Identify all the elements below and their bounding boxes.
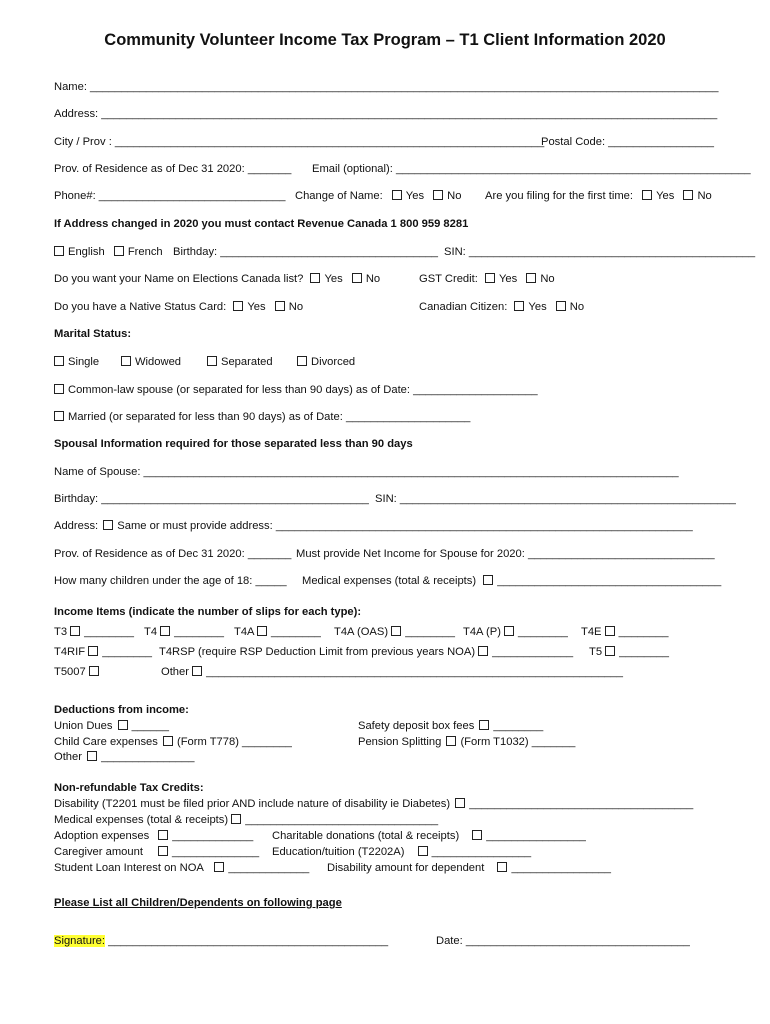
disability-dependent-line[interactable]: ________________ xyxy=(511,862,612,874)
elections-yes-checkbox[interactable] xyxy=(310,273,320,283)
married-label: Married (or separated for less than 90 days) as of Date: ____________________ xyxy=(68,411,471,423)
address-field[interactable]: Address: ___________________________________________________________________________________________________ xyxy=(54,108,718,120)
married-checkbox[interactable] xyxy=(54,411,64,421)
adoption-line[interactable]: _____________ xyxy=(172,830,254,842)
disability-item xyxy=(54,798,693,810)
first-time-row xyxy=(485,190,712,202)
gst-yes-checkbox[interactable] xyxy=(485,273,495,283)
signature-line[interactable]: _____________________________________________ xyxy=(108,935,389,947)
charitable-line[interactable]: ________________ xyxy=(486,830,586,842)
caregiver-checkbox[interactable] xyxy=(158,846,168,856)
student-loan-item xyxy=(54,862,309,874)
common-law-checkbox[interactable] xyxy=(54,384,64,394)
union-line[interactable]: ______ xyxy=(131,720,169,732)
pension-checkbox[interactable] xyxy=(446,736,456,746)
credits-heading: Non-refundable Tax Credits: xyxy=(54,782,204,794)
t4a-item xyxy=(234,626,321,638)
spouse-sin-field[interactable]: SIN: ______________________________________________________ xyxy=(375,493,736,505)
spousal-heading: Spousal Information required for those separated less than 90 days xyxy=(54,438,413,450)
elections-row xyxy=(54,273,380,285)
other-income-line[interactable]: ___________________________________________________________________ xyxy=(206,666,623,678)
widowed-label: Widowed xyxy=(135,356,182,368)
safety-label: Safety deposit box fees xyxy=(358,720,475,732)
pension-label: Pension Splitting xyxy=(358,736,442,748)
t4rsp-label: T4RSP (require RSP Deduction Limit from previous years NOA) xyxy=(159,646,476,658)
gst-no-checkbox[interactable] xyxy=(526,273,536,283)
spouse-address-label: Address: xyxy=(54,520,99,532)
t4-line[interactable]: ________ xyxy=(174,626,224,638)
medical-credit-line[interactable]: _______________________________ xyxy=(245,814,439,826)
no-label: No xyxy=(569,301,585,313)
charitable-label: Charitable donations (total & receipts) xyxy=(272,830,460,842)
native-no-checkbox[interactable] xyxy=(275,301,285,311)
native-yes-checkbox[interactable] xyxy=(233,301,243,311)
spouse-birthday-field[interactable]: Birthday: ___________________________________________ xyxy=(54,493,369,505)
native-label: Do you have a Native Status Card: xyxy=(54,301,227,313)
spouse-address-row xyxy=(54,520,693,532)
t4rif-label: T4RIF xyxy=(54,646,86,658)
gst-label: GST Credit: xyxy=(419,273,478,285)
single-option xyxy=(54,356,99,368)
charitable-checkbox[interactable] xyxy=(472,830,482,840)
separated-label: Separated xyxy=(221,356,273,368)
other-income-checkbox[interactable] xyxy=(192,666,202,676)
prov-residence-field[interactable]: Prov. of Residence as of Dec 31 2020: _______ xyxy=(54,163,292,175)
divorced-checkbox[interactable] xyxy=(297,356,307,366)
no-label: No xyxy=(365,273,381,285)
yes-label: Yes xyxy=(528,301,547,313)
medical-expenses-row xyxy=(302,575,721,587)
citizen-no-checkbox[interactable] xyxy=(556,301,566,311)
yes-label: Yes xyxy=(405,190,425,202)
form-title: Community Volunteer Income Tax Program – T1 Client Information 2020 xyxy=(104,31,666,49)
other-deduction-item xyxy=(54,751,194,763)
union-checkbox[interactable] xyxy=(118,720,128,730)
single-checkbox[interactable] xyxy=(54,356,64,366)
other-income-item xyxy=(161,666,623,678)
signature-label: Signature: xyxy=(54,935,105,947)
separated-option xyxy=(207,356,273,368)
change-of-name-label: Change of Name: xyxy=(295,190,383,202)
adoption-item xyxy=(54,830,253,842)
disability-dependent-item xyxy=(327,862,611,874)
sin-field[interactable]: SIN: ______________________________________________ xyxy=(444,246,756,258)
married-row xyxy=(54,411,470,423)
phone-field[interactable]: Phone#: ______________________________ xyxy=(54,190,286,202)
income-items-heading: Income Items (indicate the number of slips for each type): xyxy=(54,606,362,618)
t4a-line[interactable]: ________ xyxy=(271,626,321,638)
medical-credit-item xyxy=(54,814,438,826)
caregiver-label: Caregiver amount xyxy=(54,846,143,858)
spouse-net-income-field[interactable]: Must provide Net Income for Spouse for 2020: ______________________________ xyxy=(296,548,715,560)
t4rsp-checkbox[interactable] xyxy=(478,646,488,656)
citizen-row xyxy=(419,301,584,313)
english-checkbox[interactable] xyxy=(54,246,64,256)
pension-splitting-item xyxy=(358,736,575,748)
no-label: No xyxy=(697,190,712,202)
spouse-prov-field[interactable]: Prov. of Residence as of Dec 31 2020: _______ xyxy=(54,548,292,560)
t4rsp-line[interactable]: _____________ xyxy=(492,646,574,658)
address-changed-notice: If Address changed in 2020 you must contact Revenue Canada 1 800 959 8281 xyxy=(54,218,469,230)
t4a-checkbox[interactable] xyxy=(257,626,267,636)
citizen-yes-checkbox[interactable] xyxy=(514,301,524,311)
deductions-heading: Deductions from income: xyxy=(54,704,189,716)
other-deduction-checkbox[interactable] xyxy=(87,751,97,761)
elections-label: Do you want your Name on Elections Canada list? xyxy=(54,273,304,285)
spouse-name-field[interactable]: Name of Spouse: ______________________________________________________________________________________ xyxy=(54,466,679,478)
t3-label: T3 xyxy=(54,626,68,638)
t4e-item xyxy=(581,626,668,638)
t4e-label: T4E xyxy=(581,626,602,638)
disability-checkbox[interactable] xyxy=(455,798,465,808)
gst-row xyxy=(419,273,555,285)
adoption-label: Adoption expenses xyxy=(54,830,150,842)
t4rif-checkbox[interactable] xyxy=(88,646,98,656)
union-dues-item xyxy=(54,720,169,732)
t4-item xyxy=(144,626,224,638)
safety-line[interactable]: ________ xyxy=(493,720,544,732)
pension-form[interactable]: (Form T1032) _______ xyxy=(460,736,576,748)
divorced-label: Divorced xyxy=(311,356,356,368)
medical-checkbox[interactable] xyxy=(483,575,493,585)
birthday-field[interactable]: Birthday: ___________________________________ xyxy=(173,246,439,258)
other-label: Other xyxy=(54,751,82,763)
t4a-p-line[interactable]: ________ xyxy=(518,626,568,638)
t5-checkbox[interactable] xyxy=(605,646,615,656)
common-law-label: Common-law spouse (or separated for less than 90 days) as of Date: ____________________ xyxy=(68,384,538,396)
t4a-oas-item xyxy=(334,626,455,638)
caregiver-item xyxy=(54,846,259,858)
change-name-yes-checkbox[interactable] xyxy=(392,190,402,200)
disability-line[interactable]: ____________________________________ xyxy=(469,798,694,810)
medical-label: Medical expenses (total & receipts) xyxy=(302,575,477,587)
t4a-oas-label: T4A (OAS) xyxy=(334,626,389,638)
t4-label: T4 xyxy=(144,626,158,638)
safety-checkbox[interactable] xyxy=(479,720,489,730)
child-care-item xyxy=(54,736,292,748)
yes-label: Yes xyxy=(247,301,266,313)
t5007-item xyxy=(54,666,103,678)
french-checkbox[interactable] xyxy=(114,246,124,256)
education-label: Education/tuition (T2202A) xyxy=(272,846,405,858)
t3-checkbox[interactable] xyxy=(70,626,80,636)
t4a-p-label: T4A (P) xyxy=(463,626,501,638)
native-row xyxy=(54,301,303,313)
elections-no-checkbox[interactable] xyxy=(352,273,362,283)
child-care-checkbox[interactable] xyxy=(163,736,173,746)
child-care-form[interactable]: (Form T778) ________ xyxy=(176,736,292,748)
french-label: French xyxy=(127,246,163,258)
change-of-name-row xyxy=(295,190,461,202)
t4e-line[interactable]: ________ xyxy=(618,626,669,638)
spouse-address-same-checkbox[interactable] xyxy=(103,520,113,530)
safety-deposit-item xyxy=(358,720,543,732)
t4a-label: T4A xyxy=(234,626,254,638)
t4a-oas-checkbox[interactable] xyxy=(391,626,401,636)
student-loan-label: Student Loan Interest on NOA xyxy=(54,862,204,874)
caregiver-line[interactable]: ______________ xyxy=(172,846,260,858)
divorced-option xyxy=(297,356,355,368)
t3-item xyxy=(54,626,134,638)
disability-dependent-label: Disability amount for dependent xyxy=(327,862,485,874)
medical-credit-checkbox[interactable] xyxy=(231,814,241,824)
widowed-option xyxy=(121,356,181,368)
education-line[interactable]: ________________ xyxy=(431,846,532,858)
t4rif-item xyxy=(54,646,152,658)
email-field[interactable]: Email (optional): _________________________________________________________ xyxy=(312,163,751,175)
disability-dependent-checkbox[interactable] xyxy=(497,862,507,872)
marital-status-heading: Marital Status: xyxy=(54,328,132,340)
charitable-item xyxy=(272,830,586,842)
first-time-yes-checkbox[interactable] xyxy=(642,190,652,200)
signature-row xyxy=(54,935,388,947)
student-loan-checkbox[interactable] xyxy=(214,862,224,872)
education-checkbox[interactable] xyxy=(418,846,428,856)
education-item xyxy=(272,846,531,858)
date-field[interactable]: Date: ____________________________________ xyxy=(436,935,690,947)
child-care-label: Child Care expenses xyxy=(54,736,158,748)
t4a-p-checkbox[interactable] xyxy=(504,626,514,636)
change-name-no-checkbox[interactable] xyxy=(433,190,443,200)
t5007-checkbox[interactable] xyxy=(89,666,99,676)
separated-checkbox[interactable] xyxy=(207,356,217,366)
t5-label: T5 xyxy=(589,646,603,658)
postal-code-field[interactable]: Postal Code: _________________ xyxy=(541,136,714,148)
widowed-checkbox[interactable] xyxy=(121,356,131,366)
children-count-field[interactable]: How many children under the age of 18: _____ xyxy=(54,575,287,587)
yes-label: Yes xyxy=(656,190,675,202)
t4a-oas-line[interactable]: ________ xyxy=(405,626,455,638)
t4rsp-item xyxy=(159,646,573,658)
t4e-checkbox[interactable] xyxy=(605,626,615,636)
city-prov-field[interactable]: City / Prov : _____________________________________________________________________ xyxy=(54,136,545,148)
medical-line[interactable]: ____________________________________ xyxy=(497,575,722,587)
medical-credit-label: Medical expenses (total & receipts) xyxy=(54,814,229,826)
adoption-checkbox[interactable] xyxy=(158,830,168,840)
no-label: No xyxy=(447,190,462,202)
no-label: No xyxy=(540,273,555,285)
yes-label: Yes xyxy=(498,273,518,285)
t5007-label: T5007 xyxy=(54,666,86,678)
union-label: Union Dues xyxy=(54,720,113,732)
other-deduction-line[interactable]: _______________ xyxy=(101,751,195,763)
spouse-address-same-label: Same or must provide address: ___________________________________________________________________ xyxy=(117,520,693,532)
yes-label: Yes xyxy=(324,273,343,285)
no-label: No xyxy=(288,301,304,313)
t5-item xyxy=(589,646,669,658)
english-label: English xyxy=(68,246,105,258)
t4rif-line[interactable]: ________ xyxy=(102,646,152,658)
student-loan-line[interactable]: _____________ xyxy=(228,862,310,874)
t4a-p-item xyxy=(463,626,568,638)
t3-line[interactable]: ________ xyxy=(84,626,134,638)
name-field[interactable]: Name: _____________________________________________________________________________________________________ xyxy=(54,81,719,93)
t5-line[interactable]: ________ xyxy=(619,646,669,658)
first-time-label: Are you filing for the first time: xyxy=(485,190,633,202)
common-law-row xyxy=(54,384,538,396)
t4-checkbox[interactable] xyxy=(160,626,170,636)
single-label: Single xyxy=(68,356,100,368)
citizen-label: Canadian Citizen: xyxy=(419,301,508,313)
children-list-notice: Please List all Children/Dependents on following page xyxy=(54,897,342,909)
disability-label: Disability (T2201 must be filed prior AND include nature of disability ie Diabetes) xyxy=(54,798,451,810)
first-time-no-checkbox[interactable] xyxy=(683,190,693,200)
language-row xyxy=(54,246,163,258)
other-label: Other xyxy=(161,666,189,678)
